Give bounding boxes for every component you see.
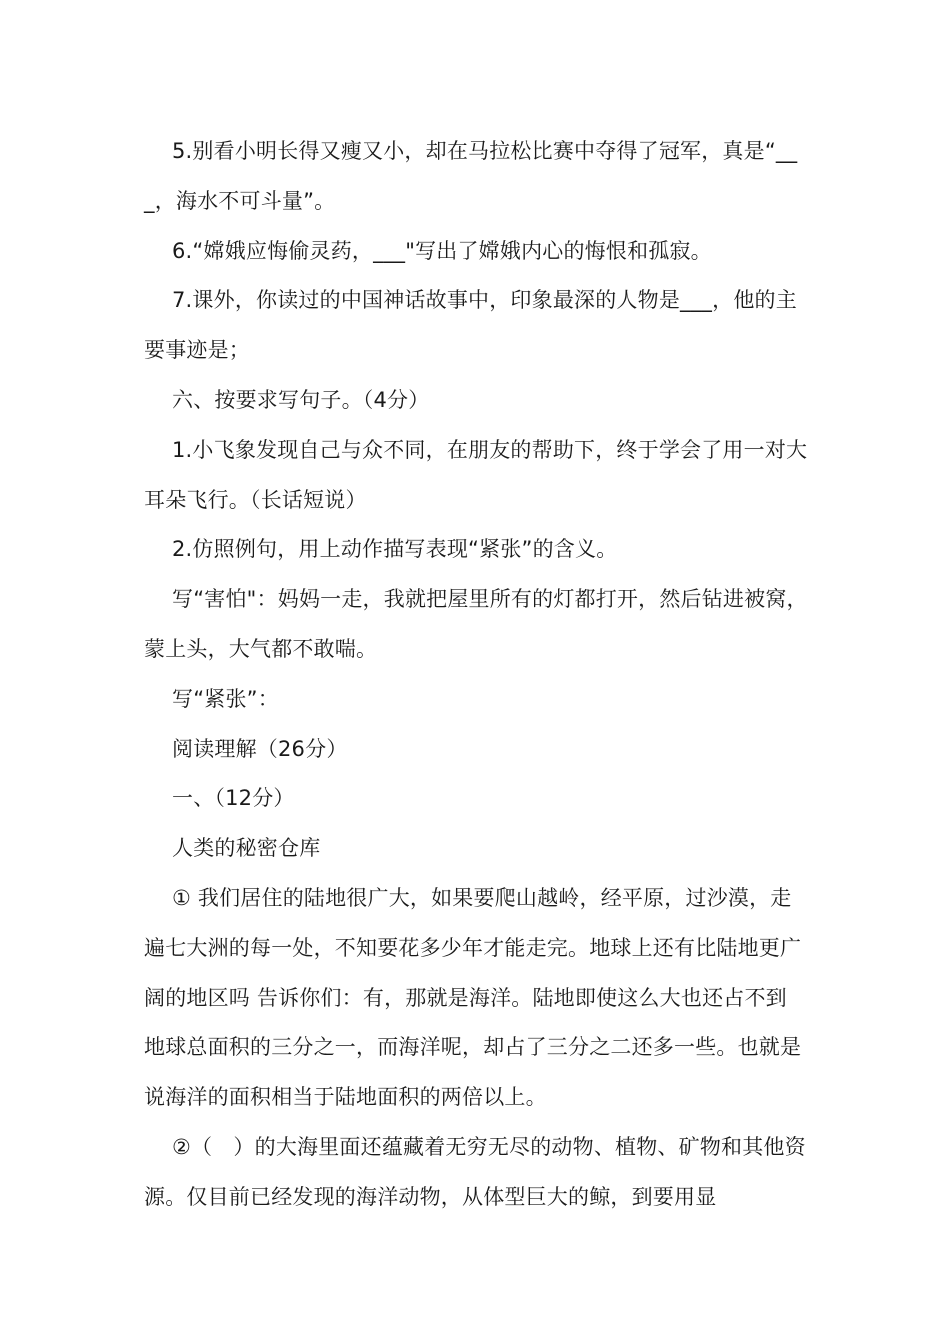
sentence-task-1: 1.小飞象发现自己与众不同，在朋友的帮助下，终于学会了用一对大耳朵飞行。（长话短说） (144, 437, 808, 512)
example-sentence: 写“害怕"：妈妈一走，我就把屋里所有的灯都打开，然后钻进被窝，蒙上头，大气都不敢喘。 (144, 587, 808, 661)
reading-part-1-heading: 一、（12分） (172, 786, 295, 811)
question-6: 6.“嫦娥应悔偷灵药，___"写出了嫦娥内心的悔恨和孤寂。 (172, 238, 712, 263)
passage-paragraph-1: ① 我们居住的陆地很广大，如果要爬山越岭，经平原，过沙漠，走遍七大洲的每一处，不知要花多少年才能走完。地球上还有比陆地更广阔的地区吗 告诉你们：有，那就是海洋。陆地即使这么大也还占不到地球总面积的三分之一，而海洋呢，却占了三分之二还多一些。也就是说海洋的面积相当于陆地面积的两倍以上。 (144, 885, 802, 1110)
document-body (144, 127, 808, 1223)
section-heading-reading: 阅读理解（26分） (172, 736, 348, 761)
passage-paragraph-2: ②（ ）的大海里面还蕴藏着无穷无尽的动物、植物、矿物和其他资源。仅目前已经发现的海洋动物，从体型巨大的鲸，到要用显 (144, 1134, 806, 1209)
answer-prompt: 写“紧张”： (172, 686, 279, 711)
sentence-task-2: 2.仿照例句，用上动作描写表现“紧张”的含义。 (172, 537, 618, 562)
question-7: 7.课外，你读过的中国神话故事中，印象最深的人物是___，他的主要事迹是； (144, 288, 797, 363)
passage-title: 人类的秘密仓库 (172, 836, 321, 861)
section-heading-sentences: 六、按要求写句子。（4分） (172, 387, 430, 412)
question-5: 5.别看小明长得又瘦又小，却在马拉松比赛中夺得了冠军，真是“___，海水不可斗量”。 (144, 139, 798, 213)
